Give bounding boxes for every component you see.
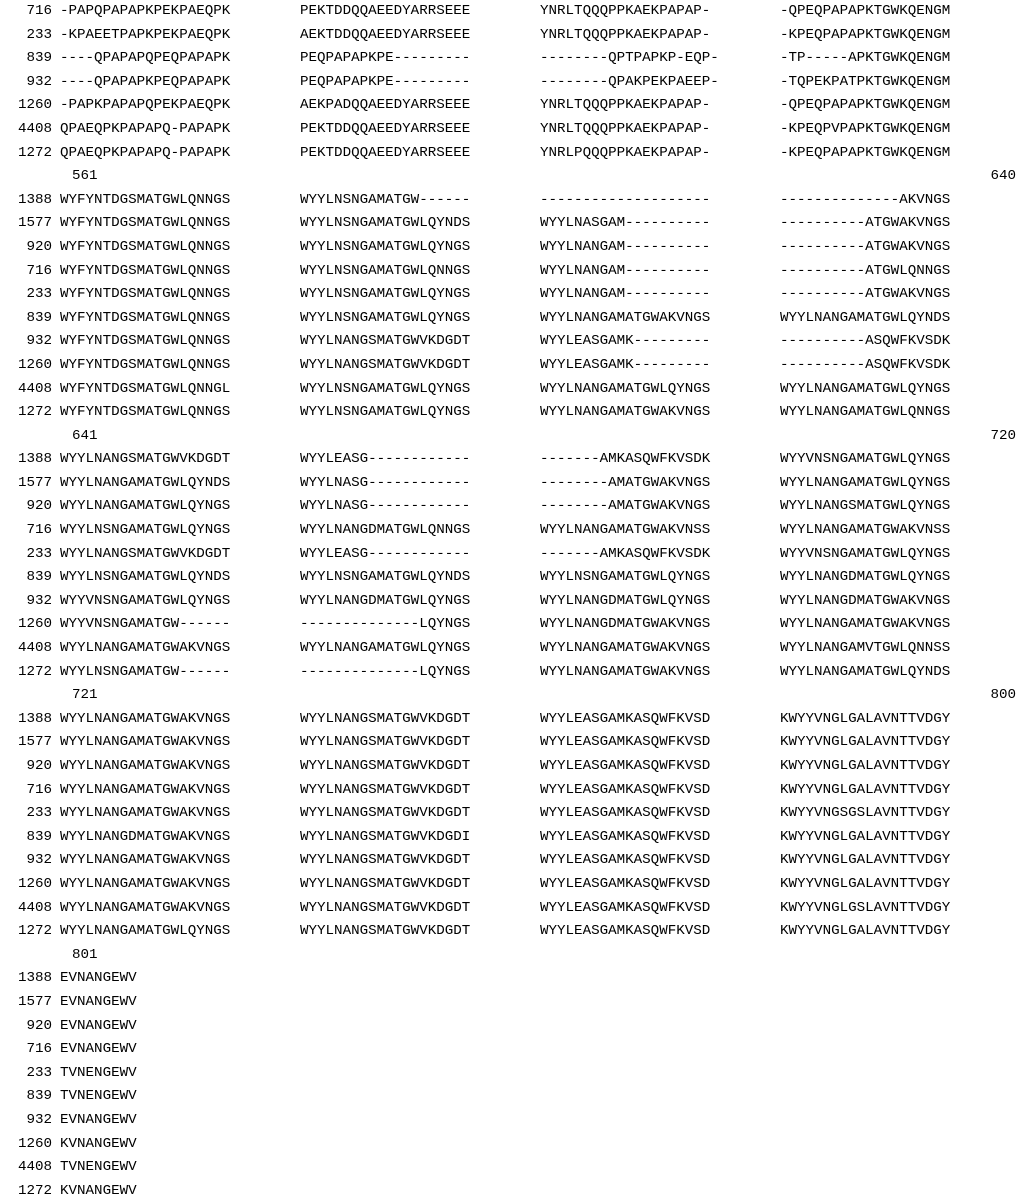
sequence-segment [540,1062,780,1086]
sequence-segment: KWYYVNGLGSLAVNTTVDGY [780,899,951,916]
sequence-segment: WYYLEASGAMKASQWFKVSD [540,734,711,751]
sequence-id: 716 [26,781,52,798]
sequence-segment [300,1085,540,1109]
sequence-row [0,1180,1024,1203]
sequence-segment: -PAPQPAPAPKPEKPAEQPK [60,3,231,19]
sequence-id: 839 [26,569,52,586]
sequence-segment: WYYLNANGDMATGWAKVNGS [60,828,231,845]
sequence-id: 233 [26,26,52,43]
sequence-row [0,0,1024,24]
sequence-segment: WYYLNANGSMATGWVKDGDT [300,899,471,916]
sequence-id: 1577 [17,215,52,232]
sequence-row [0,920,1024,944]
sequence-row [0,448,1024,472]
sequence-row [0,472,1024,496]
sequence-segment: WYFYNTDGSMATGWLQNNGS [60,356,231,373]
sequence-id: 1388 [17,191,52,208]
sequence-segment [780,1015,1020,1039]
sequence-segment: PEKTDDQQAEEDYARRSEEE [300,3,471,19]
sequence-row [0,94,1024,118]
sequence-row [0,142,1024,166]
sequence-row [0,495,1024,519]
sequence-segment: WYYLNSNGAMATGWLQYNGS [300,380,471,397]
sequence-segment: WYYVNSNGAMATGW------ [60,616,231,633]
sequence-segment: WYYLEASGAMK--------- [540,356,711,373]
sequence-id: 920 [26,498,52,515]
sequence-segment: KWYYVNGLGALAVNTTVDGY [780,710,951,727]
sequence-id: 1260 [17,616,52,633]
sequence-id: 1272 [17,404,52,421]
sequence-segment [780,1085,1020,1109]
sequence-id: 1260 [17,875,52,892]
sequence-segment [540,967,780,991]
sequence-segment [780,991,1020,1015]
sequence-segment: WYYVNSNGAMATGWLQYNGS [60,592,231,609]
sequence-id: 233 [26,1064,52,1081]
sequence-id: 932 [26,333,52,350]
sequence-segment [540,1180,780,1203]
sequence-segment: -PAPKPAPAPQPEKPAEQPK [60,97,231,114]
sequence-row [0,637,1024,661]
sequence-segment: WYYLNANGAMATGWAKVNGS [60,875,231,892]
sequence-segment: WYYLNASG------------ [300,474,471,491]
sequence-id: 4408 [17,899,52,916]
sequence-segment: WYYLNASGAM---------- [540,215,711,232]
sequence-segment: PEQPAPAPKPE--------- [300,50,471,67]
sequence-segment: KWYYVNGLGALAVNTTVDGY [780,758,951,774]
sequence-segment: WYYLNANGSMATGWVKDGDT [300,852,471,869]
sequence-segment: WYFYNTDGSMATGWLQNNGS [60,215,231,232]
sequence-segment [300,967,540,991]
sequence-segment: WYYLNANGAMATGWAKVNGS [60,758,231,774]
sequence-segment: WYYLNANGSMATGWVKDGDT [300,805,471,822]
sequence-id: 839 [26,1088,52,1105]
sequence-segment: TVNENGEWV [60,1159,137,1176]
sequence-id: 1272 [17,663,52,680]
sequence-segment: WYYLNSNGAMATGWLQYNDS [300,215,471,232]
sequence-segment: WYYLNASG------------ [300,498,471,515]
sequence-segment: WYYLNANGAMATGWLQYNGS [60,498,231,515]
sequence-segment: WYYLNSNGAMATGWLQYNGS [300,309,471,326]
sequence-segment: WYYLEASGAMKASQWFKVSD [540,828,711,845]
sequence-id: 1272 [17,923,52,940]
sequence-segment: KWYYVNGLGALAVNTTVDGY [780,852,951,869]
sequence-segment [300,1156,540,1180]
sequence-segment: WYYLNANGSMATGWVKDGDT [300,923,471,940]
sequence-row [0,897,1024,921]
sequence-id: 4408 [17,120,52,137]
sequence-row [0,378,1024,402]
sequence-segment: WYYLNANGSMATGWVKDGDT [300,710,471,727]
sequence-segment: YNRLTQQQPPKAEKPAPAP- [540,120,711,137]
sequence-id: 920 [26,1017,52,1034]
sequence-id: 1577 [17,993,52,1010]
sequence-segment: WYYLNANGAMATGWLQYNDS [60,474,231,491]
sequence-row [0,519,1024,543]
sequence-segment: WYYLNSNGAMATGWLQYNGS [300,238,471,255]
position-ruler [0,944,1024,968]
sequence-row [0,24,1024,48]
sequence-segment: -KPEQPVPAPKTGWKQENGM [780,120,951,137]
position-start-label: 561 [72,168,98,185]
sequence-id: 716 [26,522,52,539]
sequence-row [0,543,1024,567]
sequence-segment: ----QPAPAPQPEQPAPAPK [60,50,231,67]
sequence-row [0,283,1024,307]
sequence-row [0,566,1024,590]
sequence-segment [780,1133,1020,1157]
sequence-segment: WYYLNANGAMATGWLQYNGS [780,380,951,397]
sequence-segment: WYYLEASGAMKASQWFKVSD [540,805,711,822]
sequence-row [0,71,1024,95]
sequence-segment: -QPEQPAPAPKTGWKQENGM [780,97,951,114]
sequence-row [0,1085,1024,1109]
sequence-segment: WYFYNTDGSMATGWLQNNGS [60,238,231,255]
sequence-segment: WYYLNANGAMATGWAKVNGS [60,805,231,822]
sequence-segment [540,1038,780,1062]
sequence-segment: QPAEQPKPAPAPQ-PAPAPK [60,120,231,137]
sequence-segment: --------------LQYNGS [300,616,471,633]
sequence-segment: WYYLEASGAMK--------- [540,333,711,350]
sequence-segment: WYYLNANGDMATGWAKVNGS [780,592,951,609]
sequence-row [0,47,1024,71]
sequence-segment: TVNENGEWV [60,1088,137,1105]
sequence-id: 716 [26,3,52,19]
sequence-segment: TVNENGEWV [60,1064,137,1081]
sequence-segment: WYYLNSNGAMATGWLQYNDS [60,569,231,586]
sequence-segment [540,1156,780,1180]
sequence-row [0,731,1024,755]
sequence-id: 839 [26,309,52,326]
sequence-row [0,401,1024,425]
sequence-segment: --------AMATGWAKVNGS [540,498,711,515]
sequence-segment: KWYYVNGLGALAVNTTVDGY [780,781,951,798]
sequence-segment: WYYLNANGDMATGWLQYNGS [540,592,711,609]
sequence-segment: WYYLNANGAMATGWAKVNSS [540,522,711,539]
position-end-label [912,944,1020,968]
sequence-segment [300,1109,540,1133]
sequence-segment: KWYYVNGSGSLAVNTTVDGY [780,805,951,822]
sequence-row [0,661,1024,685]
sequence-id: 920 [26,238,52,255]
sequence-segment [540,1109,780,1133]
sequence-segment: EVNANGEWV [60,1041,137,1058]
sequence-segment [300,1133,540,1157]
sequence-segment: YNRLTQQQPPKAEKPAPAP- [540,3,711,19]
position-ruler [0,425,1024,449]
sequence-id: 920 [26,758,52,774]
sequence-segment: ----------ASQWFKVSDK [780,333,951,350]
sequence-segment: -KPAEETPAPKPEKPAEQPK [60,26,231,43]
sequence-segment: ----QPAPAPKPEQPAPAPK [60,73,231,90]
sequence-row [0,1133,1024,1157]
sequence-segment: WYYLEASGAMKASQWFKVSD [540,875,711,892]
sequence-segment: --------------LQYNGS [300,663,471,680]
sequence-segment: -------AMKASQWFKVSDK [540,545,711,562]
sequence-segment: WYYLEASG------------ [300,545,471,562]
sequence-segment: WYYLNANGAMATGWLQYNDS [780,309,951,326]
sequence-segment: WYYLNANGSMATGWVKDGDI [300,828,471,845]
position-ruler [0,684,1024,708]
sequence-row [0,118,1024,142]
sequence-segment [780,1109,1020,1133]
sequence-segment: WYYLNSNGAMATGWLQYNGS [60,522,231,539]
sequence-segment: WYYLNANGSMATGWVKDGDT [300,333,471,350]
sequence-segment [300,1062,540,1086]
sequence-segment: PEKTDDQQAEEDYARRSEEE [300,120,471,137]
sequence-id: 1388 [17,970,52,987]
sequence-id: 4408 [17,640,52,657]
sequence-segment: -TQPEKPATPKTGWKQENGM [780,73,951,90]
sequence-segment: YNRLPQQQPPKAEKPAPAP- [540,144,711,161]
sequence-segment: WYYLNANGSMATGWVKDGDT [300,734,471,751]
sequence-segment: WYYLNANGSMATGWVKDGDT [300,356,471,373]
sequence-segment: PEQPAPAPKPE--------- [300,73,471,90]
sequence-id: 233 [26,545,52,562]
sequence-id: 233 [26,805,52,822]
sequence-segment: --------QPAKPEKPAEEP- [540,73,719,90]
sequence-segment: ----------ASQWFKVSDK [780,356,951,373]
position-start-label: 721 [72,687,98,704]
sequence-segment: WYFYNTDGSMATGWLQNNGS [60,191,231,208]
sequence-id: 1388 [17,710,52,727]
sequence-segment [780,1156,1020,1180]
sequence-segment [300,1038,540,1062]
position-end-label: 800 [990,687,1016,704]
sequence-segment: -QPEQPAPAPKTGWKQENGM [780,3,951,19]
sequence-segment: WYYLNANGDMATGWLQNNGS [300,522,471,539]
sequence-row [0,590,1024,614]
sequence-row [0,967,1024,991]
sequence-row [0,354,1024,378]
sequence-segment: WYYLNANGDMATGWLQYNGS [780,569,951,586]
sequence-segment: WYYLNANGAMATGWAKVNGS [60,640,231,657]
sequence-segment: WYYLNANGAMATGWAKVNGS [540,404,711,421]
sequence-segment: -TP-----APKTGWKQENGM [780,50,951,67]
sequence-segment: WYYLNANGAMATGWLQYNGS [540,380,711,397]
sequence-segment: PEKTDDQQAEEDYARRSEEE [300,144,471,161]
sequence-segment: WYYLNANGSMATGWVKDGDT [60,545,231,562]
sequence-segment: WYYLNANGAMVTGWLQNNSS [780,640,951,657]
sequence-row [0,1015,1024,1039]
sequence-row [0,212,1024,236]
sequence-segment: -------------------- [540,191,711,208]
sequence-segment: WYYLNANGAMATGWAKVNGS [60,710,231,727]
sequence-segment: WYYLNSNGAMATGWLQYNGS [300,286,471,303]
sequence-row [0,260,1024,284]
sequence-id: 1388 [17,451,52,468]
sequence-id: 1577 [17,474,52,491]
sequence-segment: WYFYNTDGSMATGWLQNNGS [60,286,231,303]
sequence-segment: WYYLNANGAMATGWLQYNGS [300,640,471,657]
sequence-segment: WYYLNANGAMATGWLQNNGS [780,404,951,421]
sequence-segment: WYYLNANGAMATGWAKVNSS [780,522,951,539]
sequence-segment: -KPEQPAPAPKTGWKQENGM [780,26,951,43]
position-ruler [0,165,1024,189]
sequence-segment: KWYYVNGLGALAVNTTVDGY [780,923,951,940]
sequence-segment: WYYLNSNGAMATGWLQNNGS [300,262,471,279]
sequence-id: 4408 [17,1159,52,1176]
sequence-segment: WYYLNSNGAMATGW------ [300,191,471,208]
sequence-segment: EVNANGEWV [60,970,137,987]
sequence-segment: KWYYVNGLGALAVNTTVDGY [780,875,951,892]
position-end-label: 720 [990,427,1016,444]
sequence-segment: WYFYNTDGSMATGWLQNNGS [60,309,231,326]
sequence-segment: WYYVNSNGAMATGWLQYNGS [780,451,951,468]
sequence-segment: WYYLNANGAMATGWAKVNGS [60,899,231,916]
sequence-segment [780,1038,1020,1062]
sequence-segment: -------AMKASQWFKVSDK [540,451,711,468]
sequence-segment: EVNANGEWV [60,1111,137,1128]
sequence-segment: WYYLNANGAMATGWLQYNGS [780,474,951,491]
sequence-segment: WYYLNANGAMATGWAKVNGS [60,734,231,751]
sequence-segment: -KPEQPAPAPKTGWKQENGM [780,144,951,161]
sequence-row [0,307,1024,331]
sequence-segment [300,1015,540,1039]
sequence-row [0,1156,1024,1180]
position-end-label: 640 [990,168,1016,185]
sequence-segment: WYYLNANGAMATGWLQYNDS [780,663,951,680]
sequence-segment: WYYLNANGAM---------- [540,286,711,303]
sequence-segment: WYYLNANGAMATGWAKVNGS [540,309,711,326]
sequence-segment: YNRLTQQQPPKAEKPAPAP- [540,97,711,114]
sequence-segment: WYYLNANGAM---------- [540,262,711,279]
sequence-row [0,189,1024,213]
sequence-row [0,1062,1024,1086]
sequence-id: 932 [26,1111,52,1128]
sequence-segment: WYYLNANGAMATGWLQYNGS [60,923,231,940]
sequence-row [0,236,1024,260]
sequence-segment: --------AMATGWAKVNGS [540,474,711,491]
sequence-segment: WYYLNANGSMATGWLQYNGS [780,498,951,515]
sequence-id: 1272 [17,1182,52,1199]
sequence-segment: ----------ATGWAKVNGS [780,215,951,232]
sequence-id: 1260 [17,1135,52,1152]
sequence-segment: WYFYNTDGSMATGWLQNNGS [60,262,231,279]
sequence-segment: KWYYVNGLGALAVNTTVDGY [780,828,951,845]
sequence-segment: WYYLNANGSMATGWVKDGDT [300,781,471,798]
sequence-segment: EVNANGEWV [60,1017,137,1034]
sequence-id: 1577 [17,734,52,751]
sequence-segment: WYYLNANGAMATGWAKVNGS [540,640,711,657]
sequence-row [0,802,1024,826]
sequence-segment: EVNANGEWV [60,993,137,1010]
sequence-segment [300,1180,540,1203]
sequence-segment: WYYLNANGAMATGWAKVNGS [540,663,711,680]
sequence-segment: WYYVNSNGAMATGWLQYNGS [780,545,951,562]
sequence-segment: WYYLEASGAMKASQWFKVSD [540,899,711,916]
sequence-segment: WYYLEASGAMKASQWFKVSD [540,781,711,798]
sequence-segment: WYFYNTDGSMATGWLQNNGL [60,380,231,397]
sequence-segment: ----------ATGWLQNNGS [780,262,951,279]
sequence-segment: WYYLEASGAMKASQWFKVSD [540,758,711,774]
sequence-row [0,330,1024,354]
sequence-segment: --------------AKVNGS [780,191,951,208]
sequence-segment [540,1085,780,1109]
sequence-id: 233 [26,286,52,303]
sequence-row [0,873,1024,897]
sequence-id: 1260 [17,97,52,114]
sequence-row [0,708,1024,732]
sequence-segment [540,1133,780,1157]
sequence-segment: --------QPTPAPKP-EQP- [540,50,719,67]
sequence-segment [540,1015,780,1039]
sequence-row [0,755,1024,779]
sequence-id: 716 [26,262,52,279]
sequence-row [0,1109,1024,1133]
sequence-segment [780,1062,1020,1086]
sequence-row [0,779,1024,803]
sequence-segment: ----------ATGWAKVNGS [780,286,951,303]
sequence-row [0,826,1024,850]
sequence-segment: WYYLNANGAMATGWAKVNGS [780,616,951,633]
sequence-segment: WYYLNANGDMATGWLQYNGS [300,592,471,609]
sequence-segment: WYYLNANGSMATGWVKDGDT [60,451,231,468]
sequence-row [0,849,1024,873]
sequence-row [0,613,1024,637]
position-start-label: 801 [72,946,98,963]
sequence-id: 716 [26,1041,52,1058]
sequence-segment [780,1180,1020,1203]
sequence-id: 4408 [17,380,52,397]
sequence-segment [300,991,540,1015]
sequence-id: 932 [26,73,52,90]
sequence-segment [780,967,1020,991]
sequence-segment: KVNANGEWV [60,1135,137,1152]
sequence-segment: WYYLNANGSMATGWVKDGDT [300,758,471,774]
sequence-id: 932 [26,592,52,609]
sequence-id: 1260 [17,356,52,373]
sequence-segment: WYYLEASG------------ [300,451,471,468]
sequence-id: 1272 [17,144,52,161]
sequence-segment: WYYLEASGAMKASQWFKVSD [540,852,711,869]
sequence-row [0,991,1024,1015]
sequence-row [0,1038,1024,1062]
sequence-segment: WYYLNANGDMATGWAKVNGS [540,616,711,633]
sequence-segment: WYYLEASGAMKASQWFKVSD [540,710,711,727]
sequence-segment: WYYLNSNGAMATGWLQYNDS [300,569,471,586]
sequence-segment: WYYLNANGSMATGWVKDGDT [300,875,471,892]
sequence-segment: AEKTDDQQAEEDYARRSEEE [300,26,471,43]
sequence-segment: WYYLNANGAMATGWAKVNGS [60,852,231,869]
sequence-segment: WYYLEASGAMKASQWFKVSD [540,923,711,940]
position-start-label: 641 [72,427,98,444]
sequence-segment: ----------ATGWAKVNGS [780,238,951,255]
sequence-segment: KVNANGEWV [60,1182,137,1199]
sequence-segment: KWYYVNGLGALAVNTTVDGY [780,734,951,751]
sequence-id: 839 [26,50,52,67]
sequence-id: 932 [26,852,52,869]
sequence-segment: WYYLNSNGAMATGW------ [60,663,231,680]
sequence-segment: WYFYNTDGSMATGWLQNNGS [60,333,231,350]
sequence-segment: WYYLNANGAM---------- [540,238,711,255]
sequence-segment: AEKPADQQAEEDYARRSEEE [300,97,471,114]
sequence-id: 839 [26,828,52,845]
sequence-segment: WYYLNSNGAMATGWLQYNGS [300,404,471,421]
sequence-segment: QPAEQPKPAPAPQ-PAPAPK [60,144,231,161]
sequence-segment: YNRLTQQQPPKAEKPAPAP- [540,26,711,43]
sequence-segment: WYYLNANGAMATGWAKVNGS [60,781,231,798]
sequence-segment: WYFYNTDGSMATGWLQNNGS [60,404,231,421]
sequence-segment: WYYLNSNGAMATGWLQYNGS [540,569,711,586]
sequence-segment [540,991,780,1015]
